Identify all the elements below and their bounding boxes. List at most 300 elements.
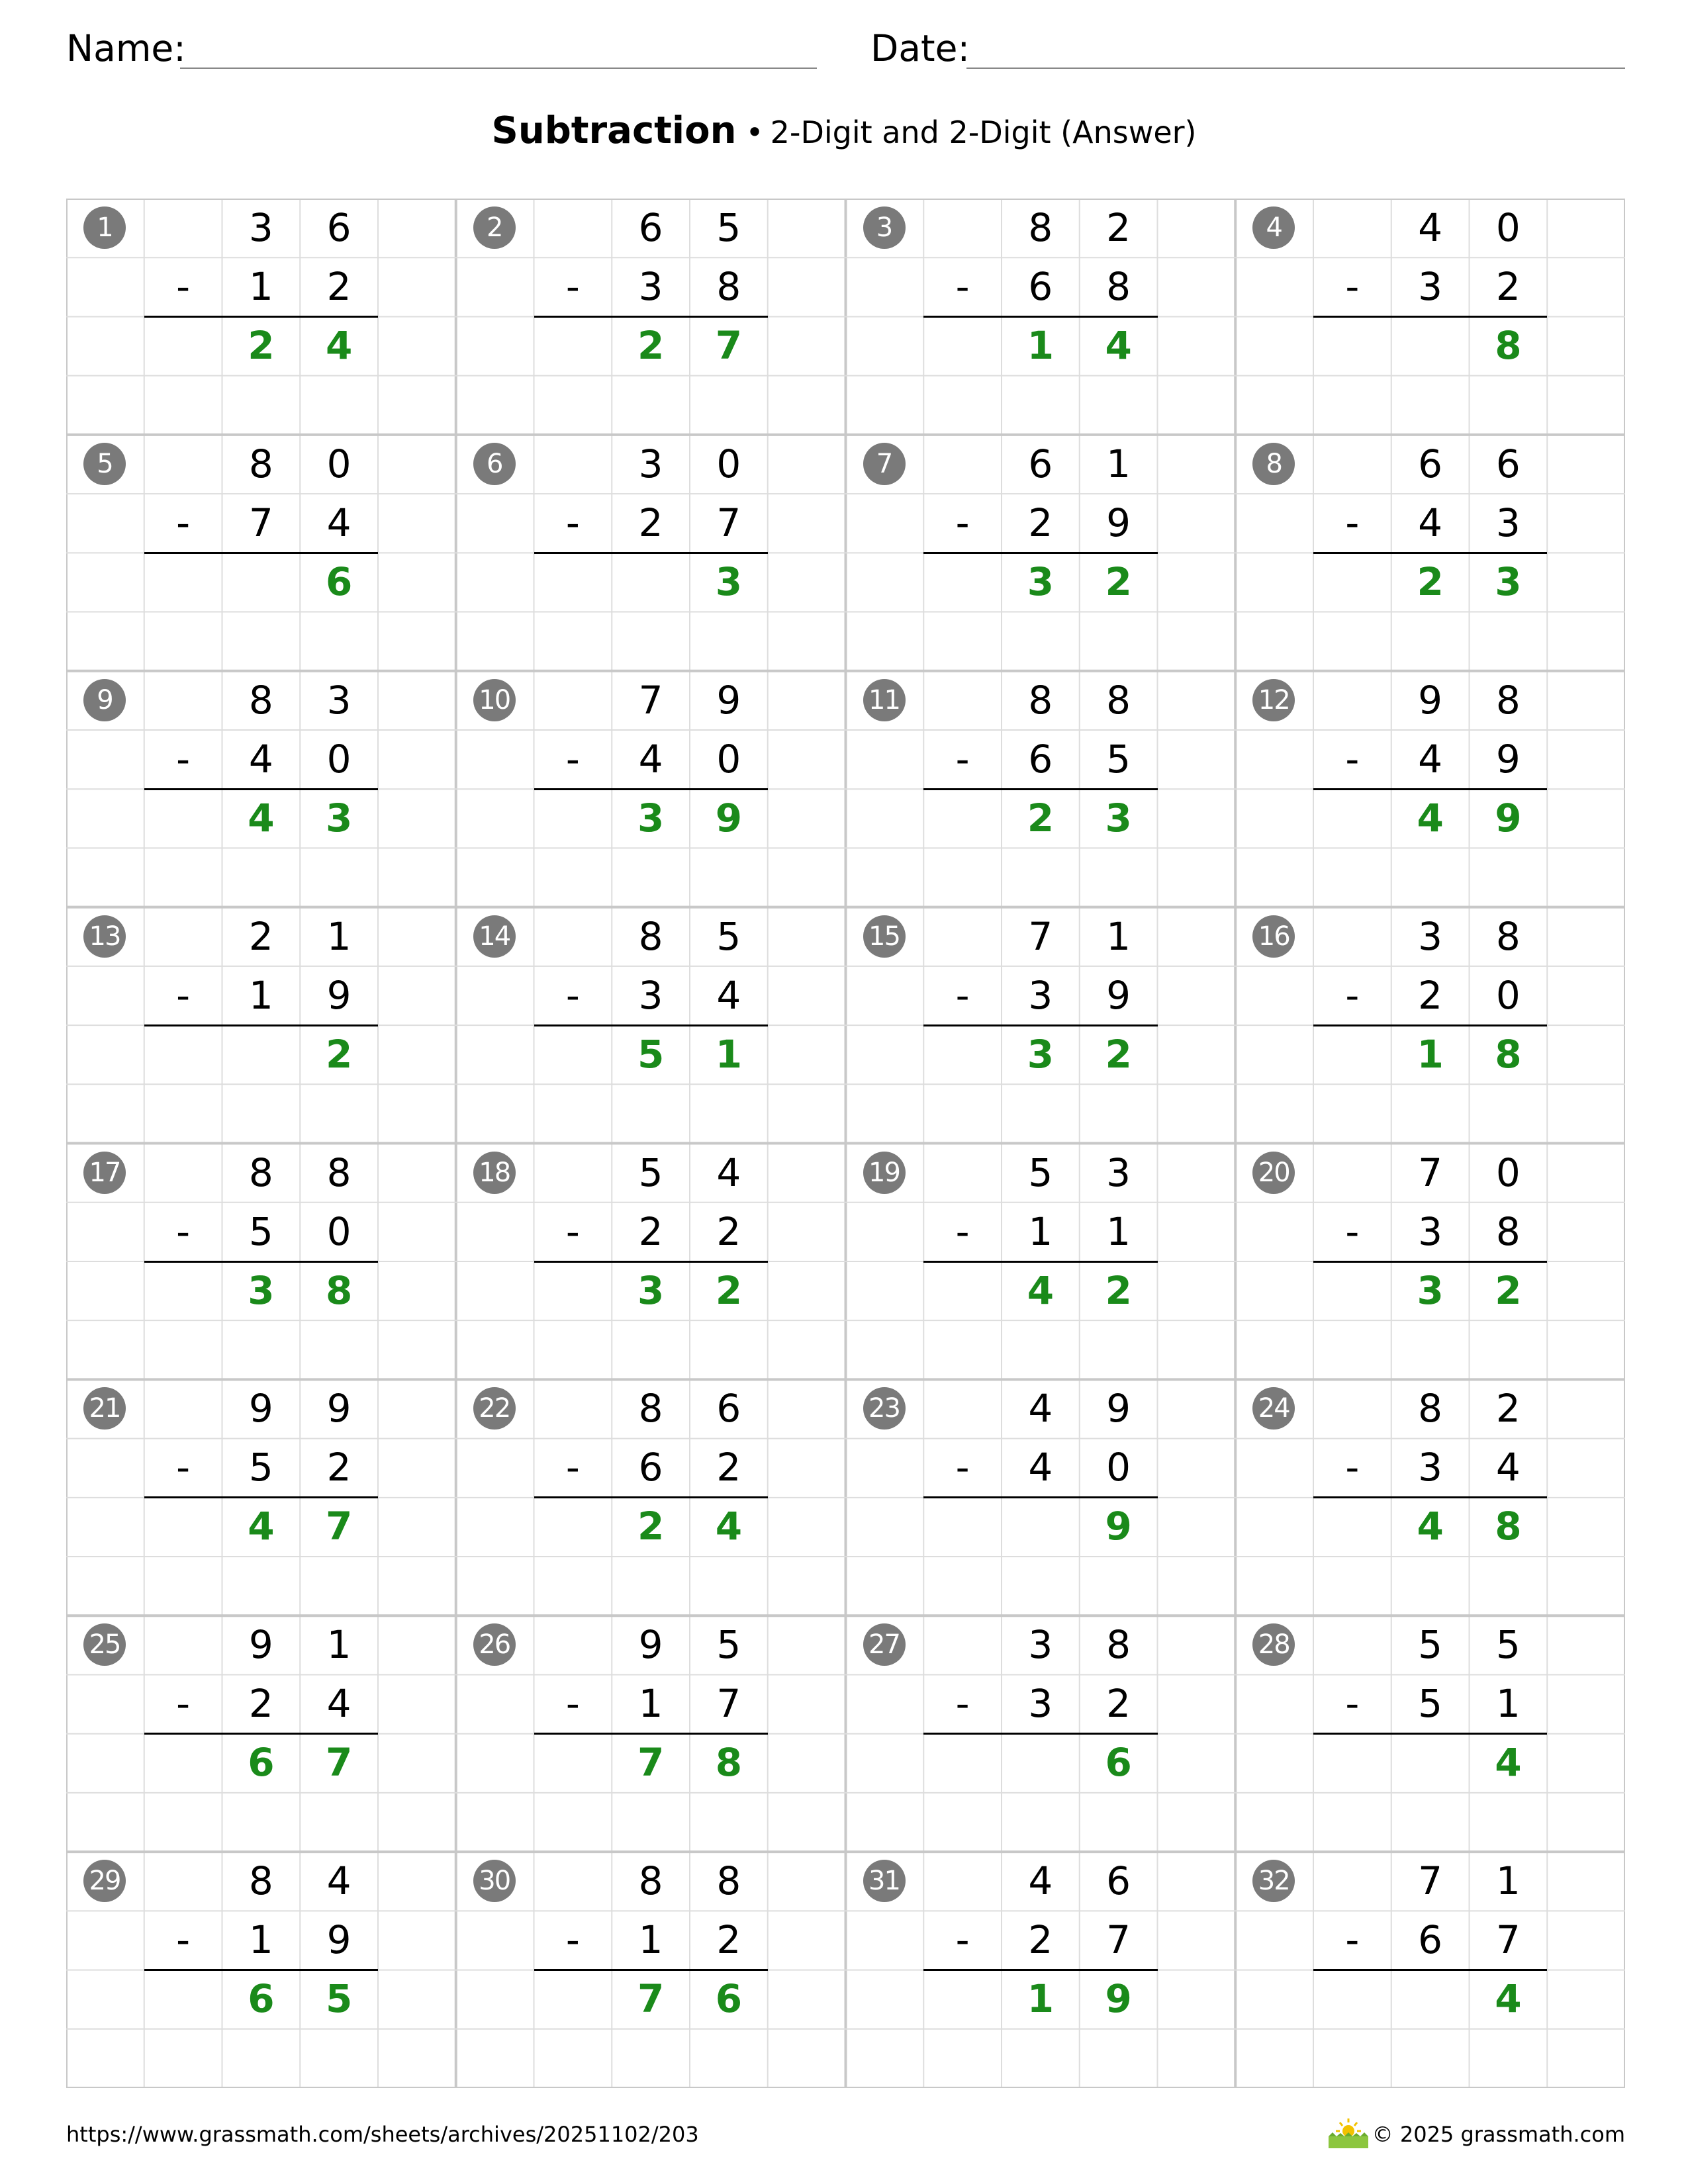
problem-23: [846, 1379, 1235, 1615]
minuend-tens: 2: [248, 913, 273, 959]
answer-ones: 4: [1105, 323, 1132, 368]
answer-tens: 3: [637, 795, 665, 841]
answer-ones: 1: [715, 1031, 743, 1077]
minus-sign: -: [176, 736, 191, 782]
answer-ones: 8: [1495, 1031, 1522, 1077]
minuend-tens: 5: [638, 1150, 663, 1195]
minuend-tens: 5: [1418, 1622, 1443, 1668]
footer-url: https://www.grassmath.com/sheets/archives/20251102/203: [66, 2122, 699, 2147]
answer-ones: 3: [715, 559, 743, 604]
minus-sign: -: [176, 1917, 191, 1963]
problem-6: [456, 435, 845, 670]
subtrahend-tens: 1: [248, 1917, 273, 1963]
answer-tens: 4: [248, 795, 275, 841]
minuend-ones: 0: [1495, 205, 1521, 250]
answer-tens: 7: [637, 1976, 665, 2022]
problem-number-badge: 28: [1252, 1623, 1295, 1666]
answer-ones: 3: [1495, 559, 1522, 604]
problem-number-badge: 2: [473, 206, 516, 249]
subtrahend-ones: 2: [326, 1445, 352, 1490]
minus-sign: -: [1345, 1208, 1360, 1254]
subtrahend-tens: 3: [1418, 1208, 1443, 1254]
minuend-ones: 9: [1106, 1386, 1131, 1432]
minus-sign: -: [955, 1917, 970, 1963]
answer-ones: 4: [1495, 1740, 1522, 1786]
problem-number-badge: 5: [83, 443, 126, 485]
worksheet-title: [0, 105, 1688, 159]
answer-ones: 8: [1495, 1504, 1522, 1549]
problem-3: [846, 199, 1235, 434]
subtrahend-ones: 8: [716, 264, 741, 309]
answer-ones: 2: [1105, 1031, 1132, 1077]
problem-number-badge: 27: [863, 1623, 906, 1666]
answer-ones: 8: [715, 1740, 743, 1786]
answer-tens: 2: [637, 1504, 665, 1549]
problem-22: [456, 1379, 845, 1615]
minus-sign: -: [1345, 972, 1360, 1018]
answer-ones: 5: [325, 1976, 353, 2022]
minuend-tens: 9: [248, 1622, 273, 1668]
minuend-ones: 8: [1495, 913, 1521, 959]
subtrahend-tens: 3: [1418, 264, 1443, 309]
subtrahend-ones: 7: [716, 1681, 741, 1727]
subtrahend-tens: 5: [1418, 1681, 1443, 1727]
problem-number-badge: 32: [1252, 1860, 1295, 1902]
minuend-ones: 9: [716, 677, 741, 723]
minuend-tens: 5: [1028, 1150, 1053, 1195]
subtrahend-tens: 5: [248, 1445, 273, 1490]
subtrahend-ones: 4: [716, 972, 741, 1018]
minuend-ones: 4: [716, 1150, 741, 1195]
answer-ones: 2: [1105, 559, 1132, 604]
minus-sign: -: [1345, 1445, 1360, 1490]
minuend-tens: 4: [1028, 1386, 1053, 1432]
problem-13: [66, 907, 455, 1143]
minus-sign: -: [565, 1208, 580, 1254]
minuend-ones: 3: [1106, 1150, 1131, 1195]
name-label: Name:: [66, 27, 186, 69]
answer-ones: 7: [325, 1504, 353, 1549]
minuend-tens: 3: [248, 205, 273, 250]
minuend-ones: 8: [716, 1858, 741, 1904]
answer-tens: 6: [248, 1976, 275, 2022]
minuend-tens: 4: [1418, 205, 1443, 250]
minus-sign: -: [955, 264, 970, 309]
answer-tens: [1391, 1733, 1470, 1792]
answer-tens: 2: [1027, 795, 1055, 841]
minuend-ones: 1: [1106, 913, 1131, 959]
minuend-tens: 8: [1028, 677, 1053, 723]
answer-tens: [1391, 1970, 1470, 2028]
title-separator: •: [745, 114, 764, 150]
answer-ones: 9: [1105, 1976, 1132, 2022]
minus-sign: -: [176, 500, 191, 545]
problem-5: [66, 435, 455, 670]
answer-tens: 4: [1027, 1267, 1055, 1313]
problem-4: [1235, 199, 1624, 434]
grass-sun-logo-icon: [1326, 2116, 1371, 2150]
answer-tens: 3: [637, 1267, 665, 1313]
minus-sign: -: [565, 264, 580, 309]
problem-number-badge: 31: [863, 1860, 906, 1902]
answer-tens: 1: [1417, 1031, 1444, 1077]
minuend-ones: 6: [326, 205, 352, 250]
footer-copyright: © 2025 grassmath.com: [1372, 2122, 1625, 2147]
problem-9: [66, 671, 455, 907]
answer-tens: 5: [637, 1031, 665, 1077]
minuend-ones: 6: [1495, 441, 1521, 486]
minus-sign: -: [955, 736, 970, 782]
minuend-tens: 8: [248, 677, 273, 723]
minuend-ones: 8: [1106, 677, 1131, 723]
problem-number-badge: 29: [83, 1860, 126, 1902]
minuend-tens: 9: [638, 1622, 663, 1668]
subtrahend-ones: 0: [326, 1208, 352, 1254]
minuend-tens: 8: [638, 913, 663, 959]
subtrahend-ones: 2: [716, 1917, 741, 1963]
answer-tens: 2: [1417, 559, 1444, 604]
answer-ones: 9: [1105, 1504, 1132, 1549]
subtrahend-tens: 2: [1028, 1917, 1053, 1963]
problem-2: [456, 199, 845, 434]
answer-tens: 4: [1417, 795, 1444, 841]
minuend-tens: 6: [638, 205, 663, 250]
problem-grid: [66, 199, 1625, 2088]
answer-tens: 2: [248, 323, 275, 368]
problem-number-badge: 25: [83, 1623, 126, 1666]
subtrahend-tens: 3: [1418, 1445, 1443, 1490]
minuend-ones: 5: [1495, 1622, 1521, 1668]
minus-sign: -: [955, 1681, 970, 1727]
subtrahend-tens: 1: [248, 972, 273, 1018]
minuend-tens: 8: [638, 1386, 663, 1432]
subtrahend-tens: 4: [638, 736, 663, 782]
subtrahend-ones: 1: [1106, 1208, 1131, 1254]
answer-ones: 3: [1105, 795, 1132, 841]
minus-sign: -: [176, 264, 191, 309]
answer-tens: [1002, 1733, 1080, 1792]
answer-ones: 7: [715, 323, 743, 368]
subtrahend-ones: 5: [1106, 736, 1131, 782]
answer-ones: 8: [1495, 323, 1522, 368]
problem-number-badge: 1: [83, 206, 126, 249]
subtrahend-tens: 3: [638, 264, 663, 309]
minuend-ones: 3: [326, 677, 352, 723]
subtrahend-tens: 1: [638, 1917, 663, 1963]
subtrahend-ones: 7: [1495, 1917, 1521, 1963]
subtrahend-tens: 1: [638, 1681, 663, 1727]
problem-number-badge: 10: [473, 679, 516, 721]
minus-sign: -: [1345, 1917, 1360, 1963]
minuend-ones: 1: [1106, 441, 1131, 486]
answer-ones: 2: [1495, 1267, 1522, 1313]
problem-19: [846, 1144, 1235, 1379]
answer-tens: 1: [1027, 1976, 1055, 2022]
problem-14: [456, 907, 845, 1143]
minuend-tens: 8: [248, 1858, 273, 1904]
subtrahend-tens: 6: [1418, 1917, 1443, 1963]
subtrahend-ones: 0: [1106, 1445, 1131, 1490]
title-main: Subtraction: [491, 109, 737, 152]
minus-sign: -: [1345, 500, 1360, 545]
answer-tens: [1391, 316, 1470, 375]
minuend-tens: 7: [1418, 1858, 1443, 1904]
answer-tens: 6: [248, 1740, 275, 1786]
minuend-ones: 0: [326, 441, 352, 486]
subtrahend-ones: 1: [1495, 1681, 1521, 1727]
problem-number-badge: 7: [863, 443, 906, 485]
minus-sign: -: [955, 972, 970, 1018]
problem-7: [846, 435, 1235, 670]
answer-tens: [222, 553, 301, 612]
problem-11: [846, 671, 1235, 907]
answer-ones: 6: [1105, 1740, 1132, 1786]
minus-sign: -: [565, 736, 580, 782]
problem-number-badge: 13: [83, 915, 126, 958]
answer-ones: 9: [715, 795, 743, 841]
subtrahend-ones: 9: [326, 972, 352, 1018]
answer-tens: 4: [1417, 1504, 1444, 1549]
answer-tens: 3: [248, 1267, 275, 1313]
problem-31: [846, 1852, 1235, 2087]
minuend-ones: 1: [1495, 1858, 1521, 1904]
problem-number-badge: 6: [473, 443, 516, 485]
subtrahend-tens: 6: [1028, 736, 1053, 782]
minuend-tens: 8: [248, 441, 273, 486]
minus-sign: -: [176, 1681, 191, 1727]
subtrahend-ones: 9: [1106, 500, 1131, 545]
subtrahend-ones: 3: [1495, 500, 1521, 545]
minuend-tens: 7: [1418, 1150, 1443, 1195]
subtrahend-ones: 7: [716, 500, 741, 545]
minuend-tens: 8: [638, 1858, 663, 1904]
minuend-ones: 8: [1495, 677, 1521, 723]
answer-ones: 4: [1495, 1976, 1522, 2022]
answer-ones: 8: [325, 1267, 353, 1313]
answer-ones: 6: [325, 559, 353, 604]
problem-28: [1235, 1615, 1624, 1851]
problem-number-badge: 11: [863, 679, 906, 721]
subtrahend-ones: 2: [1495, 264, 1521, 309]
problem-8: [1235, 435, 1624, 670]
minuend-ones: 5: [716, 205, 741, 250]
subtrahend-tens: 5: [248, 1208, 273, 1254]
subtrahend-tens: 7: [248, 500, 273, 545]
problem-25: [66, 1615, 455, 1851]
problem-number-badge: 14: [473, 915, 516, 958]
answer-tens: 3: [1417, 1267, 1444, 1313]
minuend-ones: 4: [326, 1858, 352, 1904]
problem-17: [66, 1144, 455, 1379]
problem-number-badge: 20: [1252, 1152, 1295, 1194]
subtrahend-ones: 0: [716, 736, 741, 782]
problem-number-badge: 4: [1252, 206, 1295, 249]
minuend-tens: 7: [638, 677, 663, 723]
problem-number-badge: 23: [863, 1387, 906, 1430]
answer-tens: [222, 1025, 301, 1084]
subtrahend-tens: 2: [1028, 500, 1053, 545]
answer-ones: 3: [325, 795, 353, 841]
problem-number-badge: 17: [83, 1152, 126, 1194]
minuend-ones: 2: [1106, 205, 1131, 250]
subtrahend-ones: 2: [716, 1445, 741, 1490]
minus-sign: -: [1345, 736, 1360, 782]
minuend-ones: 0: [1495, 1150, 1521, 1195]
subtrahend-tens: 6: [638, 1445, 663, 1490]
minuend-ones: 1: [326, 1622, 352, 1668]
minus-sign: -: [1345, 264, 1360, 309]
subtrahend-tens: 2: [248, 1681, 273, 1727]
problem-12: [1235, 671, 1624, 907]
minus-sign: -: [176, 972, 191, 1018]
subtrahend-ones: 2: [716, 1208, 741, 1254]
subtrahend-tens: 3: [638, 972, 663, 1018]
answer-ones: 6: [715, 1976, 743, 2022]
problem-16: [1235, 907, 1624, 1143]
minuend-ones: 8: [1106, 1622, 1131, 1668]
answer-tens: 2: [637, 323, 665, 368]
subtrahend-tens: 2: [1418, 972, 1443, 1018]
answer-ones: 9: [1495, 795, 1522, 841]
minuend-tens: 6: [1418, 441, 1443, 486]
minuend-tens: 9: [248, 1386, 273, 1432]
problem-18: [456, 1144, 845, 1379]
minuend-ones: 0: [716, 441, 741, 486]
problem-number-badge: 12: [1252, 679, 1295, 721]
problem-number-badge: 26: [473, 1623, 516, 1666]
problem-number-badge: 24: [1252, 1387, 1295, 1430]
subtrahend-ones: 4: [1495, 1445, 1521, 1490]
answer-tens: [1002, 1497, 1080, 1556]
subtrahend-ones: 8: [1106, 264, 1131, 309]
problem-number-badge: 16: [1252, 915, 1295, 958]
problem-10: [456, 671, 845, 907]
minus-sign: -: [565, 1681, 580, 1727]
subtrahend-tens: 4: [1418, 500, 1443, 545]
minus-sign: -: [955, 1208, 970, 1254]
minus-sign: -: [176, 1208, 191, 1254]
subtrahend-ones: 0: [326, 736, 352, 782]
minuend-ones: 5: [716, 1622, 741, 1668]
minuend-ones: 5: [716, 913, 741, 959]
subtrahend-ones: 7: [1106, 1917, 1131, 1963]
subtrahend-tens: 4: [1028, 1445, 1053, 1490]
date-line: [966, 68, 1625, 69]
answer-tens: [612, 553, 690, 612]
subtrahend-ones: 2: [1106, 1681, 1131, 1727]
problem-number-badge: 22: [473, 1387, 516, 1430]
problem-20: [1235, 1144, 1624, 1379]
problem-26: [456, 1615, 845, 1851]
minuend-ones: 1: [326, 913, 352, 959]
problem-number-badge: 18: [473, 1152, 516, 1194]
subtrahend-ones: 4: [326, 500, 352, 545]
subtrahend-tens: 2: [638, 500, 663, 545]
minuend-tens: 3: [638, 441, 663, 486]
subtrahend-ones: 9: [1495, 736, 1521, 782]
minuend-tens: 9: [1418, 677, 1443, 723]
problem-30: [456, 1852, 845, 2087]
problem-15: [846, 907, 1235, 1143]
minus-sign: -: [565, 1917, 580, 1963]
problem-number-badge: 9: [83, 679, 126, 721]
problem-number-badge: 3: [863, 206, 906, 249]
problem-32: [1235, 1852, 1624, 2087]
subtrahend-tens: 2: [638, 1208, 663, 1254]
problem-number-badge: 8: [1252, 443, 1295, 485]
problem-number-badge: 30: [473, 1860, 516, 1902]
minuend-tens: 8: [1418, 1386, 1443, 1432]
minuend-tens: 3: [1028, 1622, 1053, 1668]
minuend-tens: 8: [1028, 205, 1053, 250]
problem-1: [66, 199, 455, 434]
subtrahend-ones: 8: [1495, 1208, 1521, 1254]
answer-ones: 4: [325, 323, 353, 368]
subtrahend-tens: 1: [248, 264, 273, 309]
problem-number-badge: 15: [863, 915, 906, 958]
answer-ones: 7: [325, 1740, 353, 1786]
answer-ones: 4: [715, 1504, 743, 1549]
minuend-tens: 7: [1028, 913, 1053, 959]
minus-sign: -: [955, 500, 970, 545]
minuend-tens: 8: [248, 1150, 273, 1195]
minuend-tens: 3: [1418, 913, 1443, 959]
minus-sign: -: [565, 500, 580, 545]
minuend-ones: 9: [326, 1386, 352, 1432]
minuend-tens: 4: [1028, 1858, 1053, 1904]
minuend-tens: 6: [1028, 441, 1053, 486]
answer-tens: 3: [1027, 559, 1055, 604]
answer-ones: 2: [1105, 1267, 1132, 1313]
problem-number-badge: 19: [863, 1152, 906, 1194]
minus-sign: -: [176, 1445, 191, 1490]
subtrahend-ones: 4: [326, 1681, 352, 1727]
minuend-ones: 8: [326, 1150, 352, 1195]
minus-sign: -: [955, 1445, 970, 1490]
title-subtitle: 2-Digit and 2-Digit (Answer): [770, 114, 1197, 150]
date-label: Date:: [870, 27, 970, 69]
answer-tens: 1: [1027, 323, 1055, 368]
subtrahend-ones: 2: [326, 264, 352, 309]
subtrahend-tens: 3: [1028, 1681, 1053, 1727]
minus-sign: -: [565, 972, 580, 1018]
minuend-ones: 2: [1495, 1386, 1521, 1432]
minus-sign: -: [565, 1445, 580, 1490]
problem-number-badge: 21: [83, 1387, 126, 1430]
subtrahend-tens: 4: [1418, 736, 1443, 782]
answer-tens: 7: [637, 1740, 665, 1786]
subtrahend-tens: 4: [248, 736, 273, 782]
problem-29: [66, 1852, 455, 2087]
answer-tens: 3: [1027, 1031, 1055, 1077]
minuend-ones: 6: [716, 1386, 741, 1432]
answer-ones: 2: [325, 1031, 353, 1077]
subtrahend-tens: 6: [1028, 264, 1053, 309]
subtrahend-ones: 9: [326, 1917, 352, 1963]
answer-tens: 4: [248, 1504, 275, 1549]
minus-sign: -: [1345, 1681, 1360, 1727]
subtrahend-ones: 9: [1106, 972, 1131, 1018]
subtrahend-tens: 1: [1028, 1208, 1053, 1254]
problem-27: [846, 1615, 1235, 1851]
answer-ones: 2: [715, 1267, 743, 1313]
problem-24: [1235, 1379, 1624, 1615]
subtrahend-ones: 0: [1495, 972, 1521, 1018]
problem-21: [66, 1379, 455, 1615]
subtrahend-tens: 3: [1028, 972, 1053, 1018]
name-line: [180, 68, 817, 69]
minuend-ones: 6: [1106, 1858, 1131, 1904]
